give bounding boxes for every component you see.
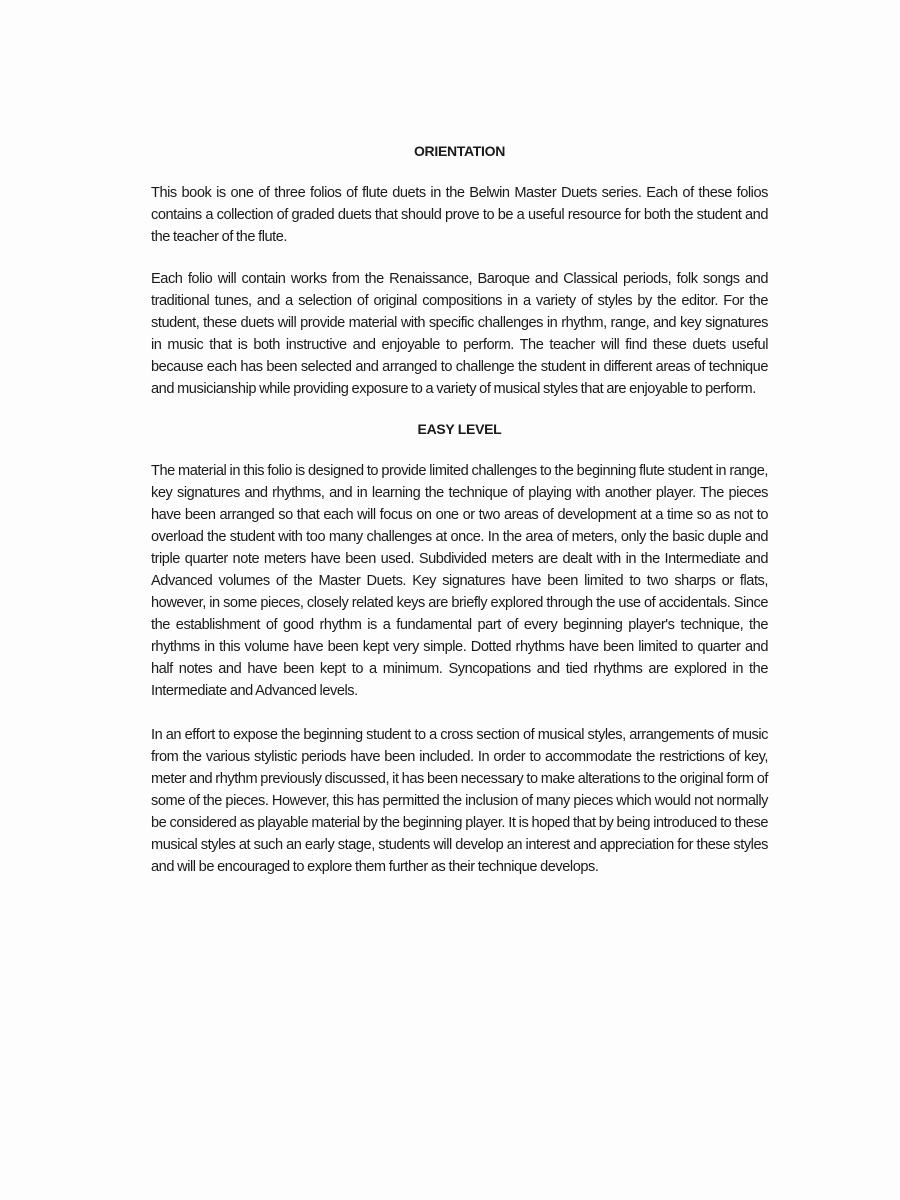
orientation-paragraph-1: This book is one of three folios of flute duets in the Belwin Master Duets series. Each of these folios contains a collection of graded duets that should prove to be a useful resource for both the student and the teacher of the flute. <box>151 185 768 245</box>
easy-level-paragraph-1: The material in this folio is designed to provide limited challenges to the beginning flute student in range, key signatures and rhythms, and in learning the technique of playing with another player. The pieces have been arranged so that each will focus on one or two areas of development at a time so as not to overload the student with too many challenges at once. In the area of meters, only the basic duple and triple quarter note meters have been used. Subdivided meters are dealt with in the Intermediate and Advanced volumes of the Master Duets. Key signatures have been limited to two sharps or flats, however, in some pieces, closely related keys are briefly explored through the use of accidentals. Since the establishment of good rhythm is a fundamental part of every beginning player's technique, the rhythms in this volume have been kept very simple. Dotted rhythms have been limited to quarter and half notes and have been kept to a minimum. Syncopations and tied rhythms are explored in the Intermediate and Advanced levels. <box>151 463 768 699</box>
orientation-paragraph-2: Each folio will contain works from the Renaissance, Baroque and Classical periods, folk songs and traditional tunes, and a selection of original compositions in a variety of styles by the editor. For the student, these duets will provide material with specific challenges in rhythm, range, and key signatures in music that is both instructive and enjoyable to perform. The teacher will find these duets useful because each has been selected and arranged to challenge the student in different areas of technique and musicianship while providing exposure to a variety of musical styles that are enjoyable to perform. <box>151 271 768 397</box>
section-heading-orientation: ORIENTATION <box>413 143 506 159</box>
easy-level-paragraph-2: In an effort to expose the beginning student to a cross section of musical styles, arrangements of music from the various stylistic periods have been included. In order to accommodate the restrictions of key, meter and rhythm previously discussed, it has been necessary to make alterations to the original form of some of the pieces. However, this has permitted the inclusion of many pieces which would not normally be considered as playable material by the beginning player. It is hoped that by being introduced to these musical styles at such an early stage, students will develop an interest and appreciation for these styles and will be encouraged to explore them further as their technique develops. <box>151 727 768 875</box>
section-heading-easy-level: EASY LEVEL <box>417 421 502 437</box>
page-content <box>151 140 768 878</box>
